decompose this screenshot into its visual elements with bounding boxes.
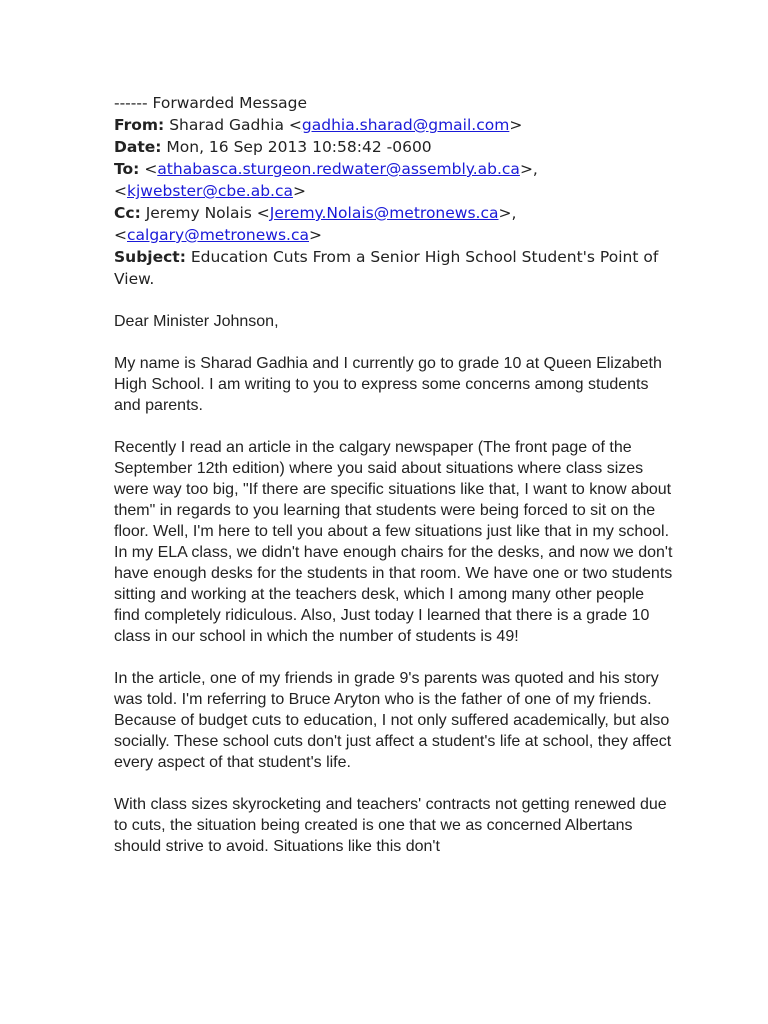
subject-label: Subject: [114, 248, 186, 266]
paragraph-3: In the article, one of my friends in grade 9's parents was quoted and his story was told. I'm referring to Bruce Aryton who is the father of one of my friends. Because of budget cuts to education, I not only suffered academically, but also socially. These school cuts don't just affect a student's life at school, they affect every aspect of that student's life. [114, 670, 672, 771]
subject-value: Education Cuts From a Senior High School Student's Point of View. [114, 248, 659, 288]
cc-close-2: > [309, 226, 322, 244]
from-email-link[interactable]: gadhia.sharad@gmail.com [301, 116, 510, 134]
email-document [114, 92, 674, 878]
forwarded-line: ------ Forwarded Message [114, 94, 308, 112]
to-close-2: > [293, 182, 307, 200]
cc-email-link-2[interactable]: calgary@metronews.ca [127, 226, 309, 244]
to-open: < [144, 160, 158, 178]
from-close: > [509, 116, 523, 134]
to-open-2: < [114, 182, 127, 200]
to-close-1: >, [519, 160, 538, 178]
cc-close-1: >, [498, 204, 517, 222]
to-email-link-2[interactable]: kjwebster@cbe.ab.ca [127, 182, 294, 200]
to-line [114, 158, 674, 180]
date-line [114, 136, 674, 158]
from-line [114, 114, 674, 136]
greeting: Dear Minister Johnson, [114, 313, 279, 330]
cc-line [114, 202, 674, 224]
letter-body [114, 311, 674, 857]
cc-open-2: < [114, 226, 127, 244]
from-name: Sharad Gadhia < [169, 116, 302, 134]
subject-line [114, 246, 674, 290]
date-label: Date: [114, 138, 162, 156]
paragraph-1: My name is Sharad Gadhia and I currently go to grade 10 at Queen Elizabeth High School. I am writing to you to express some concerns among students and parents. [114, 355, 662, 414]
cc-line-2 [114, 224, 674, 246]
date-value: Mon, 16 Sep 2013 10:58:42 -0600 [166, 138, 432, 156]
to-label: To: [114, 160, 140, 178]
cc-label: Cc: [114, 204, 141, 222]
paragraph-2: Recently I read an article in the calgary newspaper (The front page of the September 12th edition) where you said about situations where class sizes were way too big, "If there are specific situations like that, I want to know about them" in regards to you learning that students were being forced to sit on the floor. Well, I'm here to tell you about a few situations just like that in my school. In my ELA class, we didn't have enough chairs for the desks, and now we don't have enough desks for the students in that room. We have one or two students sitting and working at the teachers desk, which I among many other people find completely ridiculous. Also, Just today I learned that there is a grade 10 class in our school in which the number of students is 49! [114, 439, 673, 645]
cc-email-link-1[interactable]: Jeremy.Nolais@metronews.ca [269, 204, 499, 222]
to-email-link-1[interactable]: athabasca.sturgeon.redwater@assembly.ab.ca [157, 160, 520, 178]
paragraph-4: With class sizes skyrocketing and teachers' contracts not getting renewed due to cuts, the situation being created is one that we as concerned Albertans should strive to avoid. Situations like this don't [114, 796, 667, 855]
to-line-2 [114, 180, 674, 202]
cc-name: Jeremy Nolais < [145, 204, 270, 222]
from-label: From: [114, 116, 165, 134]
